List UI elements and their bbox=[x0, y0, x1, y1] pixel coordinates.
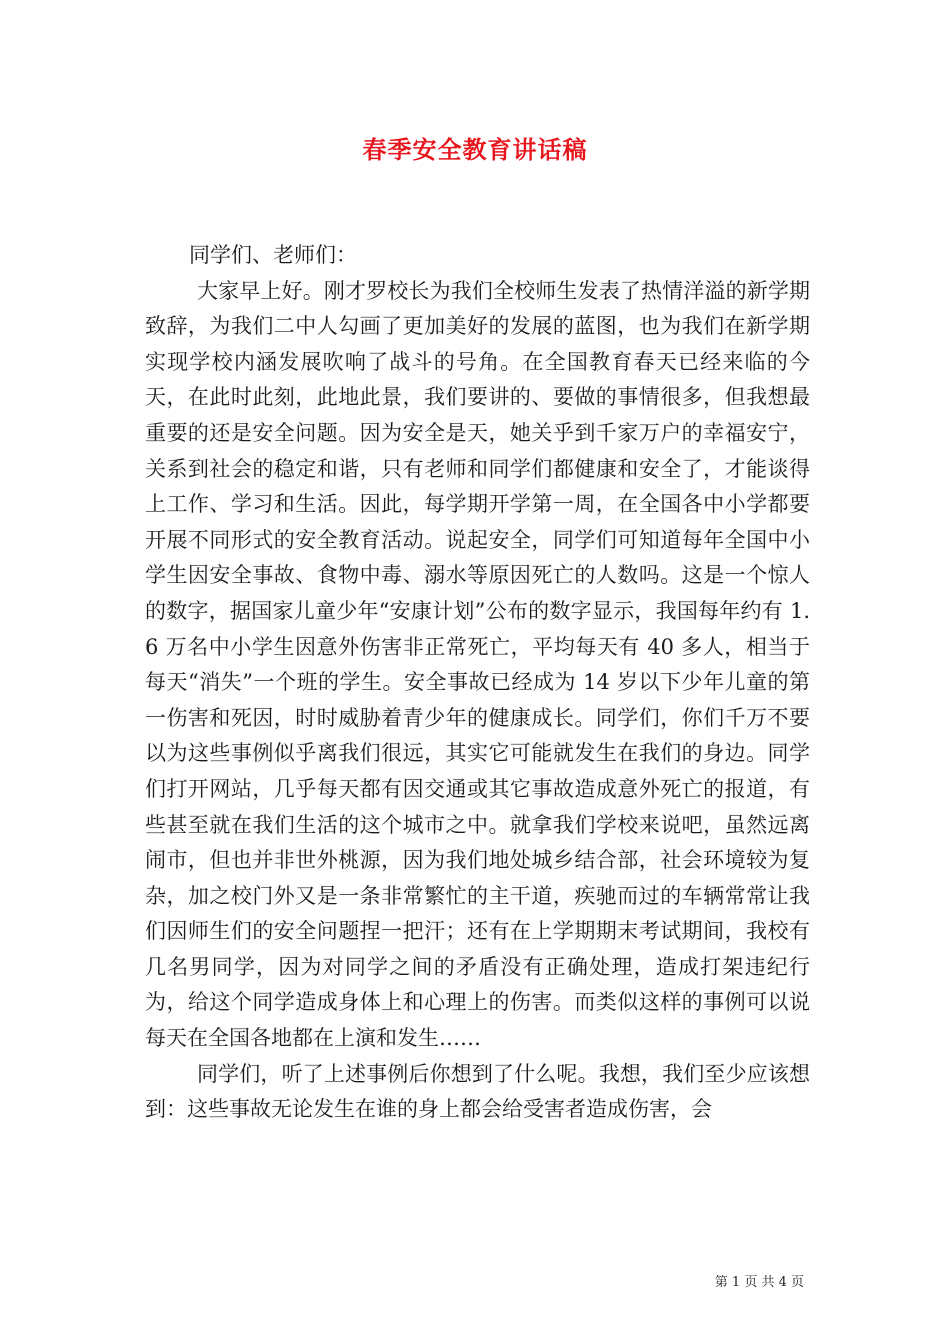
paragraph-2: 同学们，听了上述事例后你想到了什么呢。我想，我们至少应该想到：这些事故无论发生在谁的身上都会给受害者造成伤害，会 bbox=[145, 1061, 810, 1122]
paragraph-1: 大家早上好。刚才罗校长为我们全校师生发表了热情洋溢的新学期致辞，为我们二中人勾画了更加美好的发展的蓝图，也为我们在新学期实现学校内涵发展吹响了战斗的号角。在全国教育春天已经来临的今天，在此时此刻，此地此景，我们要讲的、要做的事情很多，但我想最重要的还是安全问题。因为安全是天，她关乎到千家万户的幸福安宁，关系到社会的稳定和谐，只有老师和同学们都健康和安全了，才能谈得上工作、学习和生活。因此，每学期开学第一周，在全国各中小学都要开展不同形式的安全教育活动。说起安全，同学们可知道每年全国中小学生因安全事故、食物中毒、溺水等原因死亡的人数吗。这是一个惊人的数字，据国家儿童少年“安康计划”公布的数字显示，我国每年约有 1.6 万名中小学生因意外伤害非正常死亡，平均每天有 40 多人，相当于每天“消失”一个班的学生。安全事故已经成为 14 岁以下少年儿童的第一伤害和死因，时时威胁着青少年的健康成长。同学们，你们千万不要以为这些事例似乎离我们很远，其实它可能就发生在我们的身边。同学们打开网站，几乎每天都有因交通或其它事故造成意外死亡的报道，有些甚至就在我们生活的这个城市之中。就拿我们学校来说吧，虽然远离闹市，但也并非世外桃源，因为我们地处城乡结合部，社会环境较为复杂，加之校门外又是一条非常繁忙的主干道，疾驰而过的车辆常常让我们因师生们的安全问题捏一把汗；还有在上学期期末考试期间，我校有几名男同学，因为对同学之间的矛盾没有正确处理，造成打架违纪行为，给这个同学造成身体上和心理上的伤害。而类似这样的事例可以说每天在全国各地都在上演和发生…… bbox=[145, 278, 810, 1051]
document-body bbox=[145, 238, 810, 1128]
document-title: 春季安全教育讲话稿 bbox=[362, 135, 588, 164]
page-number-footer: 第 1 页 共 4 页 bbox=[714, 1275, 804, 1290]
salutation: 同学们、老师们： bbox=[189, 243, 357, 267]
